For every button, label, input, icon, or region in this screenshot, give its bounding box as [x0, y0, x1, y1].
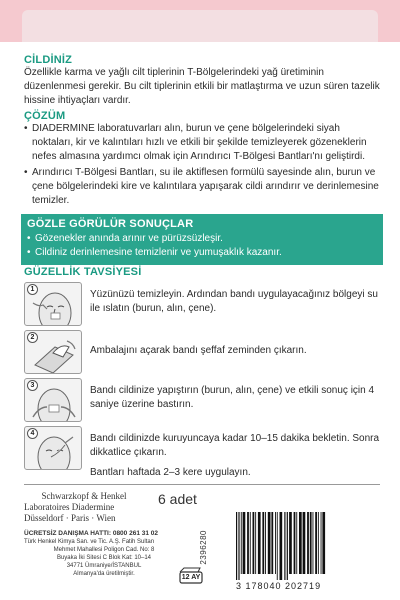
brand-line: Laboratoires Diadermine [24, 502, 115, 512]
barcode-bar [268, 512, 271, 574]
barcode-bar [313, 512, 314, 574]
product-barcode [232, 512, 382, 580]
barcode-bar [284, 512, 285, 580]
hotline-text: ÜCRETSİZ DANIŞMA HATTI: 0800 261 31 02 [24, 530, 159, 537]
step-number: 2 [27, 332, 38, 343]
barcode-bar [265, 512, 266, 574]
barcode-bar [296, 512, 297, 574]
step-text: Bandı cildinizde kuruyuncaya kadar 10–15 dakika bekletin. Sonra dikkatlice çıkarın. [90, 433, 380, 458]
address-line: Buyaka İki Sitesi C Blok Kat: 10–14 [56, 555, 152, 561]
barcode-bar [258, 512, 261, 574]
barcode-bar [303, 512, 306, 574]
address-line: Almanya'da üretilmiştir. [73, 571, 135, 577]
step-number: 4 [27, 428, 38, 439]
brand-line: Düsseldorf · Paris · Wien [24, 513, 116, 523]
barcode-bar [315, 512, 317, 574]
barcode-bar [310, 512, 312, 574]
address-line: Türk Henkel Kimya San. ve Tic. A.Ş. Fatih Sultan [24, 539, 155, 545]
step-item [24, 378, 380, 422]
barcode-bar [247, 512, 249, 574]
package-top-flap [22, 10, 378, 42]
solution-section-title: ÇÖZÜM [24, 110, 66, 122]
barcode-bar [255, 512, 256, 574]
step-item [24, 282, 380, 326]
solution-bullet: • DIADERMINE laboratuvarları alın, burun ve çene bölgelerindeki siyah noktaları, kir ve kalıntıları hızlı ve etkili bir şekilde temizleyerek gözeneklerin nefes almasına yardımcı olmak için Arındırıcı T-Bölgesi Bantları'nı geliştirdi. [24, 122, 380, 164]
barcode-bar [289, 512, 292, 574]
barcode-bar [271, 512, 273, 574]
face-nose-strip-illustration [24, 282, 82, 326]
barcode-bar [322, 512, 325, 574]
results-title: GÖZLE GÖRÜLÜR SONUÇLAR [27, 218, 194, 230]
step-item [24, 426, 380, 470]
step-text: Bandı cildinize yapıştırın (burun, alın, çene) ve etkili sonuç için 4 saniye üzerine bastırın. [90, 385, 375, 410]
step-number: 3 [27, 380, 38, 391]
steps-list [24, 282, 380, 474]
beauty-tips-title: GÜZELLİK TAVSİYESİ [24, 266, 142, 278]
barcode-number: 3 178040 202719 [236, 581, 322, 591]
barcode-bar [250, 512, 251, 574]
step-number: 1 [27, 284, 38, 295]
barcode-bar [253, 512, 255, 574]
barcode-bar [236, 512, 237, 580]
peel-strip-illustration [24, 330, 82, 374]
step-text: Yüzünüzü temizleyin. Ardından bandı uygulayacağınız bölgeyi su ile ıslatın (burun, alın, çene). [90, 289, 378, 314]
skin-section-title: CİLDİNİZ [24, 54, 73, 66]
barcode-bar [238, 512, 239, 580]
barcode-bar [307, 512, 309, 574]
brand-line: Schwarzkopf & Henkel [41, 491, 127, 501]
brand-block [24, 491, 144, 524]
barcode-bar [280, 512, 283, 580]
pack-count: 6 adet [158, 491, 197, 507]
results-box [21, 214, 383, 265]
skin-section-body: Özellikle karma ve yağlı cilt tiplerinin T-Bölgelerindeki yağ üretiminin düzenlenmesi gerekir. Bu cilt tiplerinin etkili bir matlaştırma ve uzun süren tazelik hissine ihtiyaçları vardır. [24, 67, 380, 106]
barcode-bar [243, 512, 246, 574]
address-line: 34771 Ümraniye/İSTANBUL [66, 563, 142, 569]
section-divider [24, 484, 380, 485]
results-bullet: • Cildiniz derinlemesine temizlenir ve yumuşaklık kazanır. [27, 246, 377, 260]
barcode-bar [262, 512, 264, 574]
results-bullet: • Gözenekler anında arınır ve pürüzsüzleşir. [27, 232, 377, 246]
barcode-bar [241, 512, 242, 574]
barcode-bar [294, 512, 296, 574]
barcode-bar [299, 512, 302, 574]
solution-bullet: • Arındırıcı T-Bölgesi Bantları, su ile aktiflesen formülü sayesinde alın, burun ve çene bölgelerindeki kire ve kalıntılara yapışarak cildi arındırır ve derinlemesine temizler. [24, 166, 380, 208]
batch-code: 2396280 [199, 530, 208, 565]
step-text: Ambalajını açarak bandı şeffaf zeminden çıkarın. [90, 345, 307, 356]
main-text-panel [24, 54, 380, 265]
barcode-bar [318, 512, 319, 574]
barcode-bar [321, 512, 322, 574]
press-strip-illustration [24, 378, 82, 422]
remove-strip-illustration [24, 426, 82, 470]
barcode-bar [277, 512, 278, 580]
pao-period: 12 AY [181, 574, 201, 581]
step-item [24, 330, 380, 374]
barcode-bar [287, 512, 288, 580]
usage-frequency-note: Bantları haftada 2–3 kere uygulayın. [90, 467, 251, 478]
barcode-bar [275, 512, 276, 574]
address-line: Mehmet Mahallesi Poligon Cad. No: 8 [53, 547, 155, 553]
manufacturer-info [24, 530, 184, 578]
